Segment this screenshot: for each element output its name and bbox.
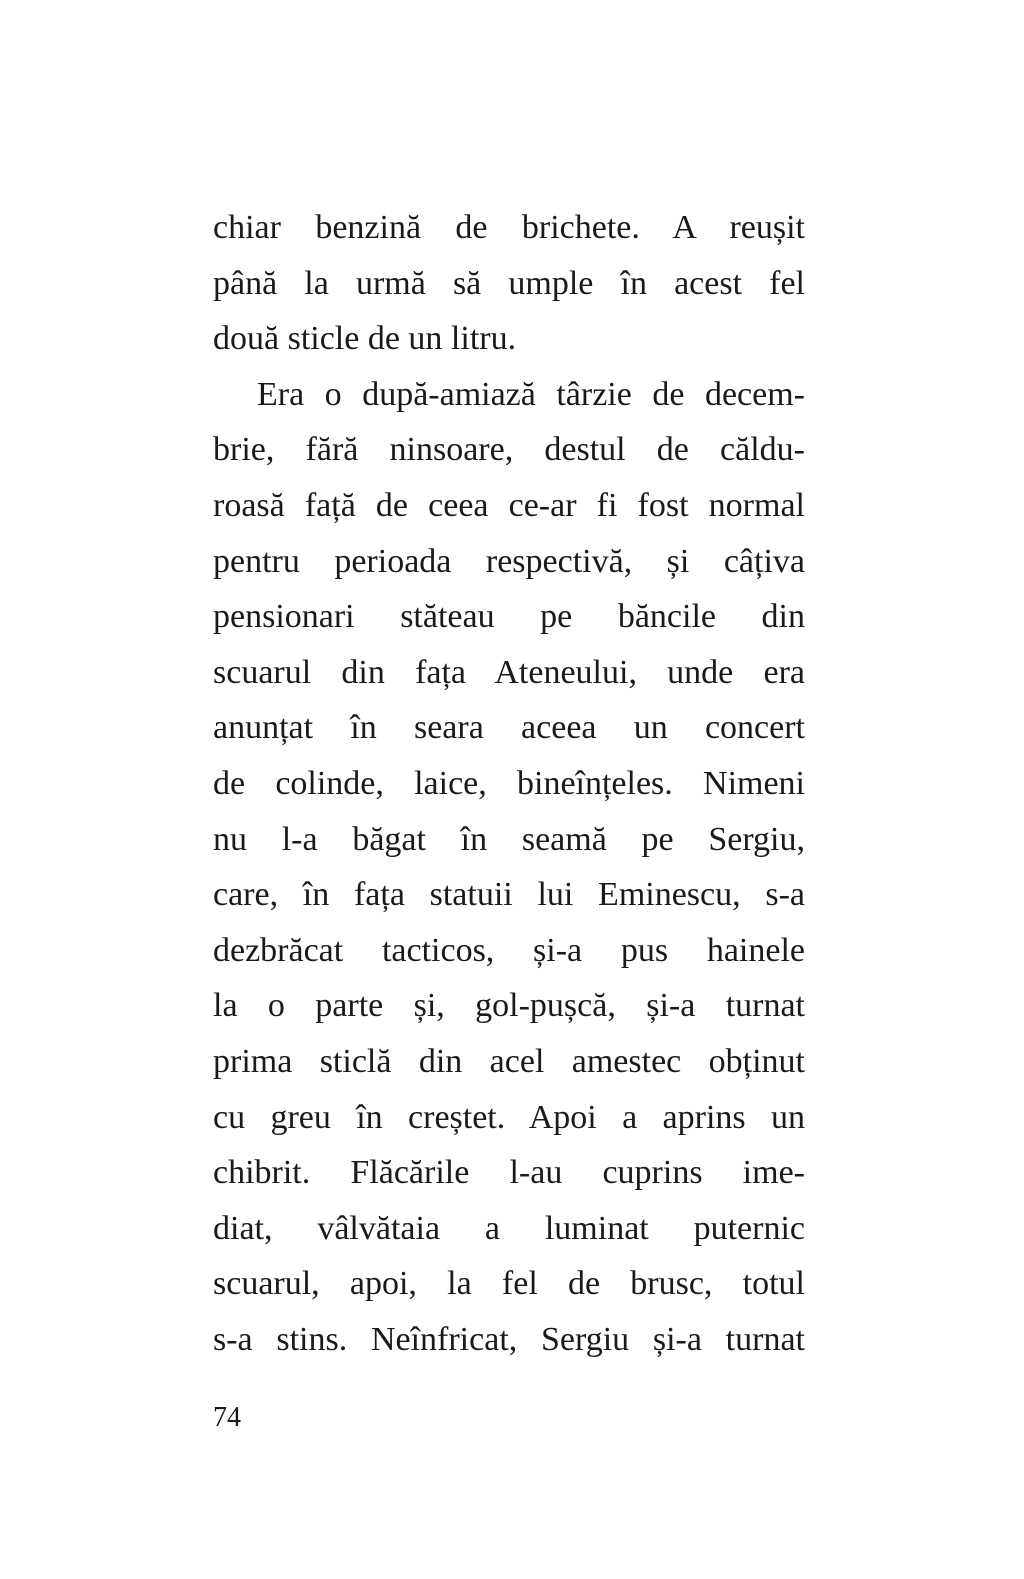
paragraph: [213, 372, 805, 1373]
text-line: Era o după-amiază târzie de decem-: [257, 375, 805, 413]
text-line: până la urmă să umple în acest fel: [213, 264, 805, 302]
text-line: roasă față de ceea ce-ar fi fost normal: [213, 486, 805, 524]
text-line: chibrit. Flăcările l-au cuprins ime-: [213, 1154, 805, 1192]
text-line: chiar benzină de brichete. A reușit: [213, 209, 805, 246]
page-body-text: [213, 205, 805, 1372]
text-line: pentru perioada respectivă, și câțiva: [213, 542, 805, 580]
text-line: care, în fața statuii lui Eminescu, s-a: [213, 876, 805, 914]
page-number: 74: [213, 1402, 241, 1433]
text-line: scuarul, apoi, la fel de brusc, totul: [213, 1265, 805, 1303]
text-line: cu greu în creștet. Apoi a aprins un: [213, 1098, 805, 1136]
text-line: pensionari stăteau pe băncile din: [213, 598, 805, 636]
text-line: de colinde, laice, bineînțeles. Nimeni: [213, 764, 805, 802]
text-line: anunțat în seara aceea un concert: [213, 709, 805, 747]
text-line: la o parte și, gol-pușcă, și-a turnat: [213, 987, 805, 1025]
text-line: nu l-a băgat în seamă pe Sergiu,: [213, 820, 805, 858]
text-line: dezbrăcat tacticos, și-a pus hainele: [213, 931, 805, 969]
text-line: două sticle de un litru.: [213, 320, 517, 358]
paragraph: [213, 205, 805, 372]
text-line: diat, vâlvătaia a luminat puternic: [213, 1209, 805, 1247]
text-line: scuarul din fața Ateneului, unde era: [213, 653, 805, 691]
text-line: s-a stins. Neînfricat, Sergiu și-a turnat: [213, 1320, 805, 1358]
text-line: brie, fără ninsoare, destul de căldu-: [213, 431, 805, 469]
text-line: prima sticlă din acel amestec obținut: [213, 1042, 805, 1080]
